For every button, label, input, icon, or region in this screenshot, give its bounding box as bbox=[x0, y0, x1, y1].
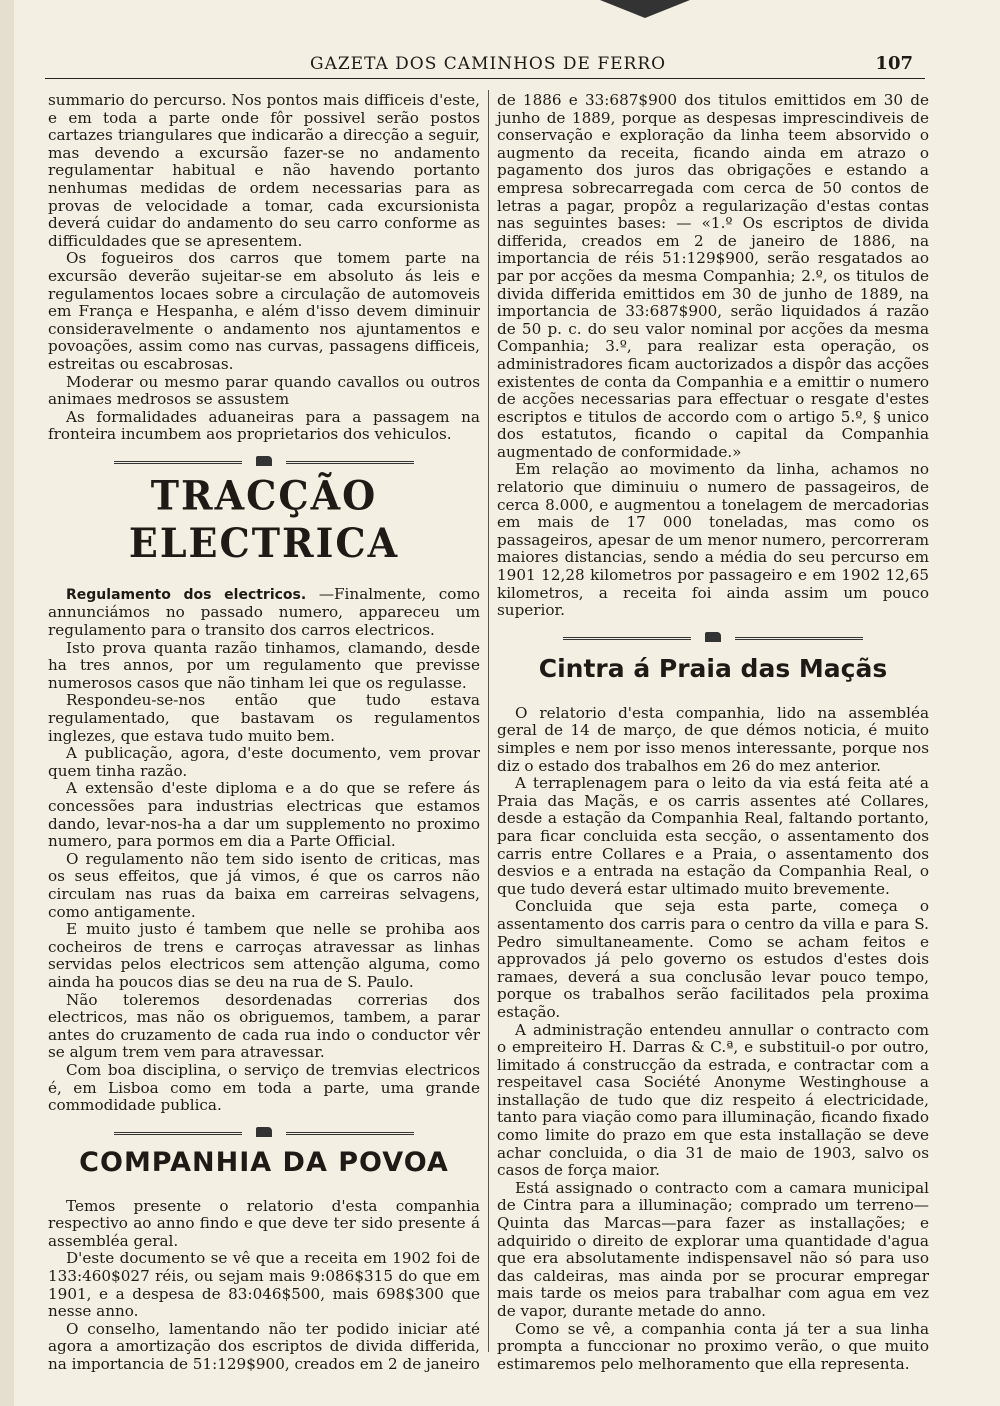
section-heading-povoa: COMPANHIA DA POVOA bbox=[79, 1146, 449, 1178]
article-paragraph: Moderar ou mesmo parar quando cavallos ou outros animaes medrosos se assustem bbox=[48, 372, 480, 409]
article-paragraph: O regulamento não tem sido isento de criticas, mas os seus effeitos, que já vimos, é que os carros não circulam nas ruas da baixa em carreiras selvagens, como antigamente. bbox=[48, 849, 480, 921]
article-lead: Regulamento dos electricos. bbox=[66, 586, 307, 603]
article-paragraph: Isto prova quanta razão tinhamos, clamando, desde ha tres annos, por um regulamento que previsse numerosos casos que não tinham lei que os regulasse. bbox=[48, 638, 480, 692]
section-heading-cintra: Cintra á Praia das Maçãs bbox=[538, 653, 888, 683]
article-paragraph: Em relação ao movimento da linha, achamos no relatorio que diminuiu o numero de passageiros, de cerca 8.000, e augmentou a tonelagem de mercadorias em mais de 17 000 toneladas, mas como os passageiros, apesar de um menor numero, percorreram maiores distancias, sendo a média do seu percurso em 1901 12,28 kilometros por passageiro e em 1902 12,65 kilometros, a receita foi ainda assim um pouco superior. bbox=[497, 460, 929, 620]
right-column bbox=[497, 92, 929, 1373]
locomotive-icon bbox=[256, 456, 272, 466]
article-paragraph: Os fogueiros dos carros que tomem parte na excursão deverão sujeitar-se em absoluto ás leis e regulamentos locaes sobre a circulação de automoveis em França e Hespanha, e além d'isso devem diminuir consideravelmente o andamento nos ajuntamentos e povoações, assim como nas curvas, passagens difficeis, estreitas ou escabrosas. bbox=[48, 249, 480, 373]
page-edge bbox=[0, 0, 14, 1406]
article-paragraph: Com boa disciplina, o serviço de tremvias electricos é, em Lisboa como em toda a parte, uma grande commodidade publica. bbox=[48, 1060, 480, 1115]
article-paragraph: O relatorio d'esta companhia, lido na assembléa geral de 14 de março, de que démos noticia, é muito simples e nem por isso menos interessante, porque nos diz o estado dos trabalhos em 26 do mez anterior. bbox=[497, 703, 929, 775]
article-paragraph: Não toleremos desordenadas correrias dos electricos, mas não os obriguemos, tambem, a parar antes do cruzamento de cada rua indo o conductor vêr se algum trem vem para atravessar. bbox=[48, 990, 480, 1062]
article-paragraph: Está assignado o contracto com a camara municipal de Cintra para a illuminação; comprado um terreno—Quinta das Marcas—para fazer as installações; e adquirido o direito de explorar uma quantidade d'agua que era absolutamente indispensavel não só para uso das caldeiras, mas ainda por se procurar empregar mais tarde os meios para trabalhar com agua em vez de vapor, durante metade do anno. bbox=[497, 1178, 929, 1320]
article-paragraph: As formalidades aduaneiras para a passagem na fronteira incumbem aos proprietarios dos vehiculos. bbox=[48, 407, 480, 444]
article-paragraph: Respondeu-se-nos então que tudo estava regulamentado, que bastavam os regulamentos inglezes, que estava tudo muito bem. bbox=[48, 691, 480, 745]
section-ornament bbox=[563, 628, 863, 648]
article-paragraph: Temos presente o relatorio d'esta companhia respectivo ao anno findo e que deve ter sido presente á assembléa geral. bbox=[48, 1196, 480, 1250]
page-number: 107 bbox=[875, 53, 913, 74]
locomotive-icon bbox=[705, 632, 721, 642]
section-ornament bbox=[114, 452, 414, 472]
locomotive-icon bbox=[256, 1127, 272, 1137]
article-paragraph: A administração entendeu annullar o contracto com o empreiteiro H. Darras & C.ª, e substituil-o por outro, limitado á construcção da estrada, e contractar com a respeitavel casa Société Anonyme Westinghouse a installação de tudo que diz respeito á electricidade, tanto para viação como para illuminação, ficando fixado como limite do prazo em que esta installação se deve achar concluida, o dia 31 de maio de 1903, salvo os casos de força maior. bbox=[497, 1020, 929, 1180]
article-paragraph: A terraplenagem para o leito da via está feita até a Praia das Maçãs, e os carris assentes até Collares, desde a estação da Companhia Real, faltando portanto, para ficar concluida esta secção, o assentamento dos carris entre Collares e a Praia, o assentamento dos desvios e a entrada na estação da Companhia Real, o que tudo deverá estar ultimado muito brevemente. bbox=[497, 774, 929, 898]
article-paragraph: de 1886 e 33:687$900 dos titulos emittidos em 30 de junho de 1889, porque as despesas imprescindiveis de conservação e exploração da linha teem absorvido o augmento da receita, ficando ainda em atrazo o pagamento dos juros das obrigações e estando a empresa sobrecarregada com cerca de 50 contos de letras a pagar, propôz a regularização d'estas contas nas seguintes bases: — «1.º Os escriptos de divida differida, creados em 2 de janeiro de 1886, na importancia de réis 51:129$900, serão resgatados ao par por acções da mesma Companhia; 2.º, os titulos de divida differida emittidos em 30 de junho de 1889, na importancia de 33:687$900, serão liquidados á razão de 50 p. c. do seu valor nominal por acções da mesma Companhia; 3.º, para realizar esta operação, os administradores ficam auctorizados a dispôr das acções existentes de conta da Companhia e a emittir o numero de acções necessarias para effectuar o resgate d'estes escriptos e titulos de accordo com o artigo 5.º, § unico dos estatutos, ficando o capital da Companhia augmentado de conformidade.» bbox=[497, 91, 929, 461]
binding-notch bbox=[600, 0, 690, 18]
page-header bbox=[45, 52, 925, 79]
article-paragraph: O conselho, lamentando não ter podido iniciar até agora a amortização dos escriptos de divida differida, na importancia de 51:129$900, creados em 2 de janeiro bbox=[48, 1319, 480, 1374]
article-paragraph: A extensão d'este diploma e a do que se refere ás concessões para industrias electricas que estamos dando, levar-nos-ha a dar um supplemento no proximo numero, para pormos em dia a Parte Official. bbox=[48, 779, 480, 851]
article-paragraph: Como se vê, a companhia conta já ter a sua linha prompta a funccionar no proximo verão, o que muito estimaremos pelo melhoramento que ella representa. bbox=[497, 1319, 929, 1373]
left-column bbox=[48, 92, 480, 1374]
section-ornament bbox=[114, 1123, 414, 1143]
article-paragraph: Concluida que seja esta parte, começa o assentamento dos carris para o centro da villa e para S. Pedro simultaneamente. Como se acham feitos e approvados já pelo governo os estudos d'estes dois ramaes, deverá a sua conclusão levar pouco tempo, porque os trabalhos serão facilitados pela proxima estação. bbox=[497, 897, 929, 1021]
article-lead-text: —Finalmente, como annunciámos no passado numero, appareceu um regulamento para o transito dos carros electricos. bbox=[48, 584, 480, 640]
article-paragraph: summario do percurso. Nos pontos mais difficeis d'este, e em toda a parte onde fôr possivel serão postos cartazes triangulares que indicarão a direcção a seguir, mas devendo a excursão fazer-se no andamento regulamentar habitual e não havendo portanto nenhumas medidas de ordem necessarias para as provas de velocidade a tomar, cada excursionista deverá cuidar do andamento do seu carro conforme as difficuldades que se apresentem. bbox=[48, 91, 480, 250]
article-paragraph: D'este documento se vê que a receita em 1902 foi de 133:460$027 réis, ou sejam mais 9:086$315 do que em 1901, e a despesa de 83:046$500, mais 698$300 que nesse anno. bbox=[48, 1249, 480, 1321]
article-paragraph: A publicação, agora, d'este documento, vem provar quem tinha razão. bbox=[48, 744, 480, 780]
section-heading-traccao: TRACÇÃO ELECTRICA bbox=[128, 471, 400, 567]
article-paragraph: E muito justo é tambem que nelle se prohiba aos cocheiros de trens e carroças atravessar as linhas servidas pelos electricos sem attenção alguma, como ainda ha poucos dias se deu na rua de S. Paulo. bbox=[48, 920, 480, 991]
column-divider bbox=[488, 90, 489, 1352]
journal-title: GAZETA DOS CAMINHOS DE FERRO bbox=[310, 54, 667, 74]
